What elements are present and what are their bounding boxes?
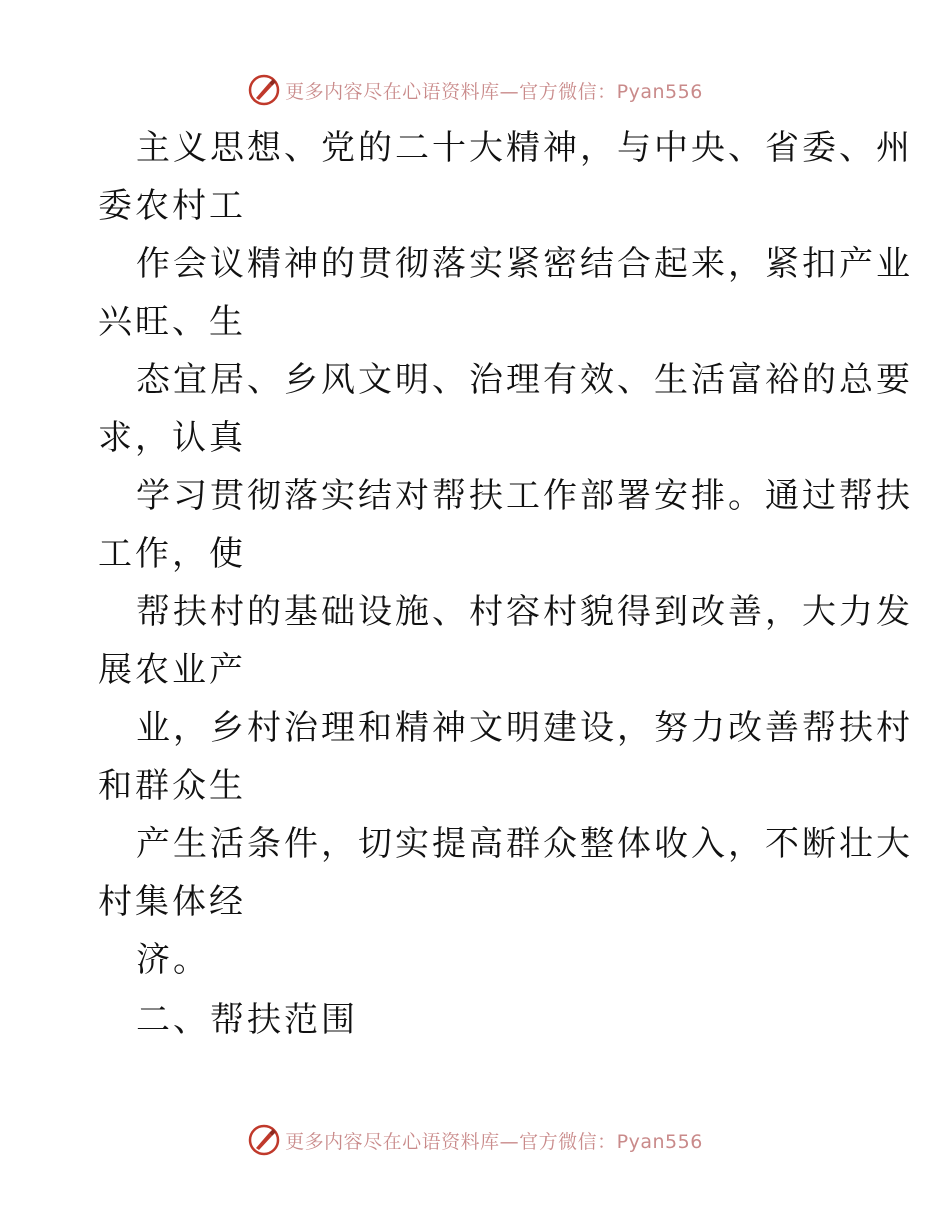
paragraph-line: 委农村工 [98,186,246,226]
watermark-text: 更多内容尽在心语资料库—官方微信：Pyan556 [285,80,703,103]
paragraph-line: 村集体经 [98,882,246,922]
paragraph-line: 济。 [136,940,210,980]
paragraph-line: 和群众生 [98,766,246,806]
paragraph-line: 工作，使 [98,534,246,574]
paragraph-line: 主义思想、党的二十大精神，与中央、省委、州 [136,128,913,168]
header-watermark [0,70,950,110]
paragraph-line: 学习贯彻落实结对帮扶工作部署安排。通过帮扶 [136,476,913,516]
paragraph-line: 求，认真 [98,418,246,458]
paragraph-line: 态宜居、乡风文明、治理有效、生活富裕的总要 [136,360,913,400]
paragraph-line: 业，乡村治理和精神文明建设，努力改善帮扶村 [136,708,913,748]
watermark-text: 更多内容尽在心语资料库—官方微信：Pyan556 [285,1130,703,1153]
paragraph-line: 展农业产 [98,650,246,690]
section-heading: 二、帮扶范围 [136,1000,358,1040]
pen-logo-icon [247,1123,281,1157]
paragraph-line: 产生活条件，切实提高群众整体收入，不断壮大 [136,824,913,864]
paragraph-line: 兴旺、生 [98,302,246,342]
paragraph-line: 作会议精神的贯彻落实紧密结合起来，紧扣产业 [136,244,913,284]
paragraph-line: 帮扶村的基础设施、村容村貌得到改善，大力发 [136,592,913,632]
pen-logo-icon [247,73,281,107]
footer-watermark [0,1120,950,1160]
